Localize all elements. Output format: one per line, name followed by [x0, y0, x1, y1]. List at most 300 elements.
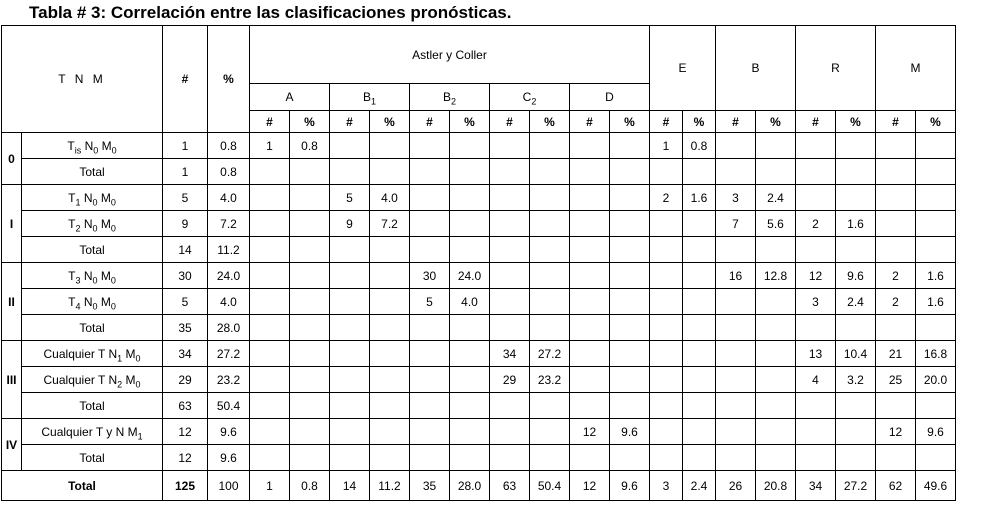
count-cell: 1 — [163, 159, 208, 185]
value-cell: 29 — [490, 367, 530, 393]
percent-cell: 9.6 — [208, 445, 250, 471]
value-cell: 9.6 — [916, 419, 956, 445]
value-cell — [410, 211, 450, 237]
value-cell — [410, 159, 450, 185]
value-cell — [530, 211, 570, 237]
percent-cell: 28.0 — [208, 315, 250, 341]
value-cell: 2.4 — [756, 185, 796, 211]
value-cell — [290, 419, 330, 445]
header-group-m: M — [876, 26, 956, 111]
stage-label: 0 — [2, 133, 22, 185]
header-percent: % — [208, 26, 250, 133]
count-cell: 14 — [163, 237, 208, 263]
value-cell — [716, 341, 756, 367]
value-cell — [610, 237, 650, 263]
tnm-label: $T_{is}$ $N_0$ $M_0$ — [22, 133, 163, 159]
tnm-label: $T_2$ $N_0$ $M_0$ — [22, 211, 163, 237]
value-cell — [530, 133, 570, 159]
value-cell — [330, 393, 370, 419]
value-cell — [490, 159, 530, 185]
value-cell: 1 — [250, 133, 290, 159]
value-cell — [916, 133, 956, 159]
table-row — [2, 471, 956, 501]
header-subcol-percent: % — [290, 111, 330, 133]
value-cell: 3 — [650, 471, 683, 501]
header-subcol-count: # — [716, 111, 756, 133]
value-cell — [916, 237, 956, 263]
percent-cell: 4.0 — [208, 185, 250, 211]
value-cell — [836, 419, 876, 445]
header-subcol-percent: % — [450, 111, 490, 133]
value-cell — [876, 185, 916, 211]
value-cell: 2 — [650, 185, 683, 211]
table-row — [2, 211, 956, 237]
value-cell — [650, 263, 683, 289]
value-cell — [876, 315, 916, 341]
value-cell — [330, 263, 370, 289]
count-cell: 5 — [163, 185, 208, 211]
tnm-label: Cualquier T $N_2$ $M_0$ — [22, 367, 163, 393]
value-cell: 14 — [330, 471, 370, 501]
header-subcol-percent: % — [370, 111, 410, 133]
stage-label: I — [2, 185, 22, 263]
value-cell — [450, 419, 490, 445]
table-row — [2, 289, 956, 315]
value-cell: 34 — [796, 471, 836, 501]
value-cell — [650, 315, 683, 341]
value-cell — [450, 393, 490, 419]
value-cell — [756, 133, 796, 159]
value-cell: 49.6 — [916, 471, 956, 501]
header-astler-group: A — [250, 84, 330, 111]
value-cell: 4.0 — [450, 289, 490, 315]
header-subcol-percent: % — [683, 111, 716, 133]
value-cell — [683, 211, 716, 237]
value-cell — [683, 341, 716, 367]
value-cell — [330, 237, 370, 263]
table-title: Tabla # 3: Correlación entre las clasificaciones pronósticas. — [29, 3, 512, 22]
value-cell — [250, 445, 290, 471]
value-cell — [450, 341, 490, 367]
value-cell — [716, 393, 756, 419]
value-cell — [796, 185, 836, 211]
value-cell — [450, 445, 490, 471]
value-cell — [410, 341, 450, 367]
value-cell: 10.4 — [836, 341, 876, 367]
value-cell: 4 — [796, 367, 836, 393]
tnm-label: Total — [22, 315, 163, 341]
header-group-r: R — [796, 26, 876, 111]
header-subcol-count: # — [410, 111, 450, 133]
value-cell: 24.0 — [450, 263, 490, 289]
value-cell: 12 — [570, 419, 610, 445]
value-cell: 9.6 — [836, 263, 876, 289]
value-cell — [796, 133, 836, 159]
value-cell — [650, 211, 683, 237]
value-cell: 9 — [330, 211, 370, 237]
value-cell — [530, 237, 570, 263]
tnm-label: $T_1$ $N_0$ $M_0$ — [22, 185, 163, 211]
value-cell — [876, 445, 916, 471]
percent-cell: 0.8 — [208, 133, 250, 159]
value-cell — [250, 211, 290, 237]
value-cell: 21 — [876, 341, 916, 367]
value-cell: 0.8 — [290, 133, 330, 159]
value-cell — [683, 159, 716, 185]
value-cell — [876, 159, 916, 185]
count-cell: 1 — [163, 133, 208, 159]
value-cell — [450, 133, 490, 159]
value-cell — [756, 445, 796, 471]
value-cell — [716, 419, 756, 445]
value-cell — [683, 445, 716, 471]
value-cell — [796, 419, 836, 445]
table-row — [2, 315, 956, 341]
value-cell — [530, 445, 570, 471]
count-cell: 125 — [163, 471, 208, 501]
value-cell: 5 — [330, 185, 370, 211]
value-cell — [650, 159, 683, 185]
tnm-label: Total — [22, 445, 163, 471]
value-cell — [610, 185, 650, 211]
table-row — [2, 237, 956, 263]
value-cell — [370, 341, 410, 367]
value-cell — [836, 237, 876, 263]
value-cell — [330, 419, 370, 445]
value-cell: 27.2 — [836, 471, 876, 501]
table-row — [2, 159, 956, 185]
value-cell — [290, 237, 330, 263]
percent-cell: 9.6 — [208, 419, 250, 445]
value-cell — [836, 393, 876, 419]
percent-cell: 24.0 — [208, 263, 250, 289]
table-row — [2, 185, 956, 211]
value-cell — [716, 445, 756, 471]
value-cell — [756, 419, 796, 445]
value-cell — [836, 315, 876, 341]
value-cell — [250, 341, 290, 367]
table-row — [2, 133, 956, 159]
value-cell — [490, 393, 530, 419]
value-cell: 20.8 — [756, 471, 796, 501]
tnm-label: Total — [22, 393, 163, 419]
header-subcol-count: # — [650, 111, 683, 133]
value-cell — [490, 263, 530, 289]
value-cell — [916, 211, 956, 237]
value-cell — [836, 185, 876, 211]
header-subcol-count: # — [330, 111, 370, 133]
value-cell — [450, 315, 490, 341]
value-cell — [290, 289, 330, 315]
value-cell — [250, 393, 290, 419]
value-cell: 26 — [716, 471, 756, 501]
count-cell: 9 — [163, 211, 208, 237]
header-subcol-count: # — [490, 111, 530, 133]
value-cell — [683, 315, 716, 341]
value-cell — [610, 211, 650, 237]
value-cell: 2 — [876, 289, 916, 315]
value-cell: 62 — [876, 471, 916, 501]
value-cell — [570, 315, 610, 341]
percent-cell: 27.2 — [208, 341, 250, 367]
value-cell — [490, 133, 530, 159]
value-cell: 7 — [716, 211, 756, 237]
value-cell — [450, 237, 490, 263]
value-cell: 23.2 — [530, 367, 570, 393]
value-cell — [370, 133, 410, 159]
value-cell — [756, 289, 796, 315]
value-cell — [410, 237, 450, 263]
value-cell: 16.8 — [916, 341, 956, 367]
value-cell: 12 — [796, 263, 836, 289]
value-cell — [916, 185, 956, 211]
percent-cell: 0.8 — [208, 159, 250, 185]
header-tnm: T N M — [2, 26, 163, 133]
value-cell — [530, 419, 570, 445]
percent-cell: 50.4 — [208, 393, 250, 419]
percent-cell: 4.0 — [208, 289, 250, 315]
value-cell — [410, 185, 450, 211]
value-cell: 50.4 — [530, 471, 570, 501]
value-cell — [490, 211, 530, 237]
value-cell — [250, 315, 290, 341]
value-cell — [570, 445, 610, 471]
header-astler-group: $B_2$ — [410, 84, 490, 111]
value-cell — [756, 159, 796, 185]
value-cell — [836, 159, 876, 185]
value-cell — [490, 419, 530, 445]
value-cell: 9.6 — [610, 471, 650, 501]
header-subcol-count: # — [250, 111, 290, 133]
value-cell: 3 — [796, 289, 836, 315]
value-cell — [410, 367, 450, 393]
value-cell — [836, 133, 876, 159]
grand-total-label: Total — [2, 471, 163, 501]
value-cell — [650, 445, 683, 471]
value-cell — [330, 159, 370, 185]
stage-label: II — [2, 263, 22, 341]
value-cell — [650, 289, 683, 315]
header-subcol-percent: % — [756, 111, 796, 133]
value-cell — [450, 159, 490, 185]
value-cell — [410, 419, 450, 445]
value-cell — [796, 237, 836, 263]
value-cell: 13 — [796, 341, 836, 367]
value-cell — [876, 393, 916, 419]
value-cell — [330, 315, 370, 341]
value-cell — [683, 289, 716, 315]
percent-cell: 23.2 — [208, 367, 250, 393]
count-cell: 34 — [163, 341, 208, 367]
value-cell: 1.6 — [836, 211, 876, 237]
value-cell — [570, 211, 610, 237]
value-cell — [250, 185, 290, 211]
value-cell — [290, 341, 330, 367]
value-cell — [650, 367, 683, 393]
value-cell — [410, 445, 450, 471]
header-subcol-percent: % — [610, 111, 650, 133]
count-cell: 12 — [163, 445, 208, 471]
table-row — [2, 419, 956, 445]
stage-label: IV — [2, 419, 22, 471]
percent-cell: 100 — [208, 471, 250, 501]
value-cell — [876, 237, 916, 263]
value-cell — [250, 237, 290, 263]
value-cell — [250, 419, 290, 445]
value-cell — [756, 315, 796, 341]
value-cell — [290, 185, 330, 211]
value-cell — [410, 133, 450, 159]
value-cell — [290, 315, 330, 341]
value-cell: 12 — [876, 419, 916, 445]
header-count: # — [163, 26, 208, 133]
tnm-label: Total — [22, 237, 163, 263]
value-cell — [570, 341, 610, 367]
value-cell — [410, 393, 450, 419]
header-group-e: E — [650, 26, 716, 111]
value-cell — [610, 263, 650, 289]
value-cell — [290, 393, 330, 419]
value-cell: 1.6 — [916, 289, 956, 315]
value-cell — [290, 263, 330, 289]
header-astler-coller: Astler y Coller — [250, 26, 650, 84]
header-group-b: B — [716, 26, 796, 111]
value-cell — [610, 133, 650, 159]
value-cell — [330, 341, 370, 367]
value-cell: 3.2 — [836, 367, 876, 393]
value-cell — [570, 367, 610, 393]
value-cell — [683, 419, 716, 445]
value-cell — [836, 445, 876, 471]
value-cell — [330, 289, 370, 315]
table-row — [2, 263, 956, 289]
value-cell — [683, 393, 716, 419]
value-cell: 2.4 — [683, 471, 716, 501]
value-cell: 1 — [250, 471, 290, 501]
value-cell — [716, 289, 756, 315]
value-cell — [716, 237, 756, 263]
value-cell — [330, 367, 370, 393]
value-cell — [490, 289, 530, 315]
value-cell: 7.2 — [370, 211, 410, 237]
value-cell — [370, 367, 410, 393]
value-cell — [530, 185, 570, 211]
value-cell — [370, 419, 410, 445]
value-cell — [250, 289, 290, 315]
header-astler-group: D — [570, 84, 650, 111]
value-cell — [370, 289, 410, 315]
value-cell: 0.8 — [683, 133, 716, 159]
percent-cell: 11.2 — [208, 237, 250, 263]
value-cell — [570, 185, 610, 211]
value-cell — [290, 445, 330, 471]
value-cell — [570, 263, 610, 289]
value-cell — [450, 211, 490, 237]
value-cell — [716, 367, 756, 393]
value-cell — [290, 159, 330, 185]
value-cell — [610, 159, 650, 185]
value-cell — [530, 263, 570, 289]
value-cell — [610, 289, 650, 315]
value-cell — [530, 159, 570, 185]
value-cell: 11.2 — [370, 471, 410, 501]
value-cell — [370, 159, 410, 185]
value-cell: 3 — [716, 185, 756, 211]
value-cell — [490, 237, 530, 263]
value-cell — [683, 237, 716, 263]
value-cell — [796, 159, 836, 185]
value-cell — [410, 315, 450, 341]
value-cell — [916, 159, 956, 185]
value-cell — [290, 211, 330, 237]
value-cell — [570, 393, 610, 419]
count-cell: 5 — [163, 289, 208, 315]
value-cell — [716, 159, 756, 185]
value-cell — [876, 133, 916, 159]
value-cell: 63 — [490, 471, 530, 501]
value-cell: 4.0 — [370, 185, 410, 211]
header-subcol-percent: % — [836, 111, 876, 133]
value-cell — [683, 263, 716, 289]
value-cell: 2.4 — [836, 289, 876, 315]
value-cell — [796, 315, 836, 341]
value-cell — [610, 341, 650, 367]
table-row — [2, 341, 956, 367]
value-cell: 12.8 — [756, 263, 796, 289]
value-cell — [570, 159, 610, 185]
value-cell: 5.6 — [756, 211, 796, 237]
table-row — [2, 367, 956, 393]
value-cell: 5 — [410, 289, 450, 315]
value-cell — [876, 211, 916, 237]
value-cell: 34 — [490, 341, 530, 367]
value-cell — [490, 185, 530, 211]
header-subcol-percent: % — [916, 111, 956, 133]
value-cell — [756, 237, 796, 263]
value-cell — [650, 393, 683, 419]
value-cell: 12 — [570, 471, 610, 501]
header-subcol-count: # — [796, 111, 836, 133]
correlation-table — [1, 25, 956, 501]
header-subcol-percent: % — [530, 111, 570, 133]
value-cell — [916, 393, 956, 419]
value-cell — [370, 445, 410, 471]
value-cell — [250, 367, 290, 393]
value-cell — [796, 393, 836, 419]
value-cell — [916, 315, 956, 341]
tnm-label: Total — [22, 159, 163, 185]
value-cell — [330, 445, 370, 471]
stage-label: III — [2, 341, 22, 419]
tnm-label: Cualquier T y N $M_1$ — [22, 419, 163, 445]
value-cell: 9.6 — [610, 419, 650, 445]
value-cell — [570, 289, 610, 315]
value-cell — [610, 445, 650, 471]
value-cell: 25 — [876, 367, 916, 393]
value-cell — [756, 393, 796, 419]
value-cell — [370, 393, 410, 419]
value-cell — [756, 367, 796, 393]
value-cell — [683, 367, 716, 393]
count-cell: 12 — [163, 419, 208, 445]
value-cell: 1.6 — [683, 185, 716, 211]
value-cell — [530, 289, 570, 315]
percent-cell: 7.2 — [208, 211, 250, 237]
value-cell — [610, 393, 650, 419]
value-cell: 0.8 — [290, 471, 330, 501]
value-cell — [370, 315, 410, 341]
value-cell — [490, 445, 530, 471]
